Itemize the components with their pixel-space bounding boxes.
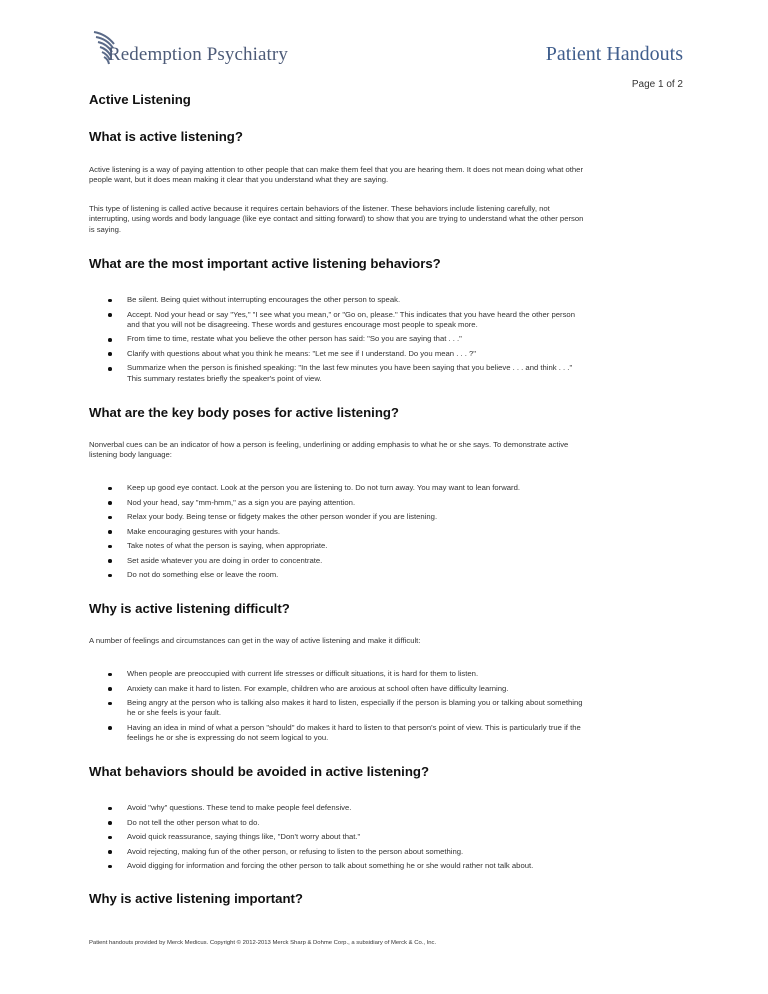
- list-item-text: Summarize when the person is finished speaking: "In the last few minutes you have been saying that you believe . . . and think . . ." This summary restates briefly the speaker's point of view.: [127, 363, 573, 383]
- section-heading: Why is active listening important?: [89, 891, 303, 906]
- list-item: [89, 363, 587, 384]
- bullet-icon: [108, 836, 112, 840]
- list-item: [89, 527, 587, 537]
- list-item: [89, 818, 587, 828]
- list-item-text: Be silent. Being quiet without interrupting encourages the other person to speak.: [127, 295, 401, 304]
- list-item-text: Keep up good eye contact. Look at the person you are listening to. Do not turn away. You may want to lean forward.: [127, 483, 521, 492]
- bullet-list: [89, 295, 587, 388]
- list-item: [89, 723, 587, 744]
- list-item: [89, 803, 587, 813]
- list-item-text: From time to time, restate what you believe the other person has said: "So you are saying that . . .": [127, 334, 462, 344]
- list-item: [89, 295, 587, 305]
- bullet-icon: [108, 821, 112, 825]
- list-item-text: Accept. Nod your head or say "Yes," "I see what you mean," or "Go on, please." This indicates that you have heard the other person and that you will not be disagreeing. These words and gestures encourage most people to speak more.: [127, 309, 575, 329]
- section-heading: What is active listening?: [89, 129, 243, 144]
- list-item-text: Avoid digging for information and forcing the other person to talk about something he or she would rather not talk about.: [127, 861, 534, 870]
- section-heading: What are the key body poses for active listening?: [89, 405, 399, 420]
- section-heading: Why is active listening difficult?: [89, 601, 290, 616]
- list-item: [89, 684, 587, 694]
- list-item-text: Do not do something else or leave the room.: [127, 570, 279, 579]
- bullet-icon: [108, 299, 112, 303]
- bullet-icon: [108, 865, 112, 869]
- bullet-list: [89, 483, 587, 585]
- bullet-icon: [108, 559, 112, 563]
- bullet-icon: [108, 516, 112, 520]
- list-item-text: Avoid rejecting, making fun of the other person, or refusing to listen to the person about something.: [127, 846, 464, 856]
- bullet-icon: [108, 530, 112, 534]
- bullet-icon: [108, 501, 112, 505]
- list-item-text: Set aside whatever you are doing in order to concentrate.: [127, 555, 323, 565]
- patient-handouts-title: Patient Handouts: [545, 43, 683, 65]
- list-item-text: Nod your head, say "mm-hmm," as a sign you are paying attention.: [127, 497, 356, 507]
- list-item: [89, 334, 587, 344]
- footer-copyright: Patient handouts provided by Merck Medicus. Copyright © 2012-2013 Merck Sharp & Dohme Corp., a subsidiary of Merck & Co., Inc.: [89, 940, 437, 946]
- list-item-text: Avoid "why" questions. These tend to make people feel defensive.: [127, 803, 352, 812]
- list-item-text: Having an idea in mind of what a person "should" do makes it hard to listen to that person's point of view. This is particularly true if the feelings he or she is expressing do not seem logical to you.: [127, 722, 581, 743]
- list-item-text: Make encouraging gestures with your hands.: [127, 526, 280, 536]
- list-item-text: When people are preoccupied with current life stresses or difficult situations, it is hard for them to listen.: [127, 669, 479, 678]
- list-item: [89, 570, 587, 580]
- bullet-icon: [108, 338, 112, 342]
- list-item-text: Do not tell the other person what to do.: [127, 817, 260, 827]
- list-item-text: Avoid quick reassurance, saying things like, "Don't worry about that.": [127, 832, 361, 841]
- list-item-text: Relax your body. Being tense or fidgety makes the other person wonder if you are listening.: [127, 512, 438, 521]
- section-heading: What are the most important active listening behaviors?: [89, 256, 441, 271]
- list-item: [89, 556, 587, 566]
- paragraph: A number of feelings and circumstances can get in the way of active listening and make it difficult:: [89, 636, 421, 645]
- section-heading: What behaviors should be avoided in active listening?: [89, 764, 430, 779]
- redemption-psychiatry-logo: [92, 28, 302, 72]
- bullet-icon: [108, 352, 112, 356]
- paragraph: Active listening is a way of paying attention to other people that can make them feel that you are hearing them. It does not mean doing what other people want, but it does mean making it clear that you understand what they are saying.: [89, 165, 584, 185]
- bullet-icon: [108, 850, 112, 854]
- list-item: [89, 541, 587, 551]
- list-item: [89, 310, 587, 331]
- paragraph: This type of listening is called active because it requires certain behaviors of the listener. These behaviors include listening carefully, not interrupting, using words and body language (like eye contact and sitting forward) to show that you are trying to understand what the other person is saying.: [89, 204, 584, 234]
- logo-text: Redemption Psychiatry: [108, 44, 288, 65]
- list-item: [89, 832, 587, 842]
- bullet-icon: [108, 807, 112, 811]
- bullet-icon: [108, 702, 112, 706]
- list-item: [89, 669, 587, 679]
- bullet-icon: [108, 574, 112, 578]
- bullet-icon: [108, 487, 112, 491]
- bullet-icon: [108, 673, 112, 677]
- list-item: [89, 861, 587, 871]
- list-item: [89, 498, 587, 508]
- list-item-text: Anxiety can make it hard to listen. For example, children who are anxious at school often have difficulty learning.: [127, 683, 509, 693]
- list-item-text: Clarify with questions about what you think he means: "Let me see if I understand. Do you mean . . . ?": [127, 348, 477, 358]
- bullet-icon: [108, 367, 112, 371]
- document-title: Active Listening: [89, 92, 191, 107]
- list-item-text: Being angry at the person who is talking also makes it hard to listen, especially if the person is blaming you or talking about something he or she feels is your fault.: [127, 698, 583, 718]
- bullet-list: [89, 669, 587, 748]
- bullet-icon: [108, 687, 112, 691]
- bullet-icon: [108, 726, 112, 730]
- bullet-list: [89, 803, 587, 876]
- list-item-text: Take notes of what the person is saying, when appropriate.: [127, 541, 328, 550]
- list-item: [89, 698, 587, 719]
- bullet-icon: [108, 545, 112, 549]
- list-item: [89, 512, 587, 522]
- list-item: [89, 483, 587, 493]
- page-indicator: Page 1 of 2: [631, 79, 683, 90]
- paragraph: Nonverbal cues can be an indicator of how a person is feeling, underlining or adding emphasis to what he or she says. To demonstrate active listening body language:: [89, 440, 569, 460]
- bullet-icon: [108, 313, 112, 317]
- list-item: [89, 349, 587, 359]
- list-item: [89, 847, 587, 857]
